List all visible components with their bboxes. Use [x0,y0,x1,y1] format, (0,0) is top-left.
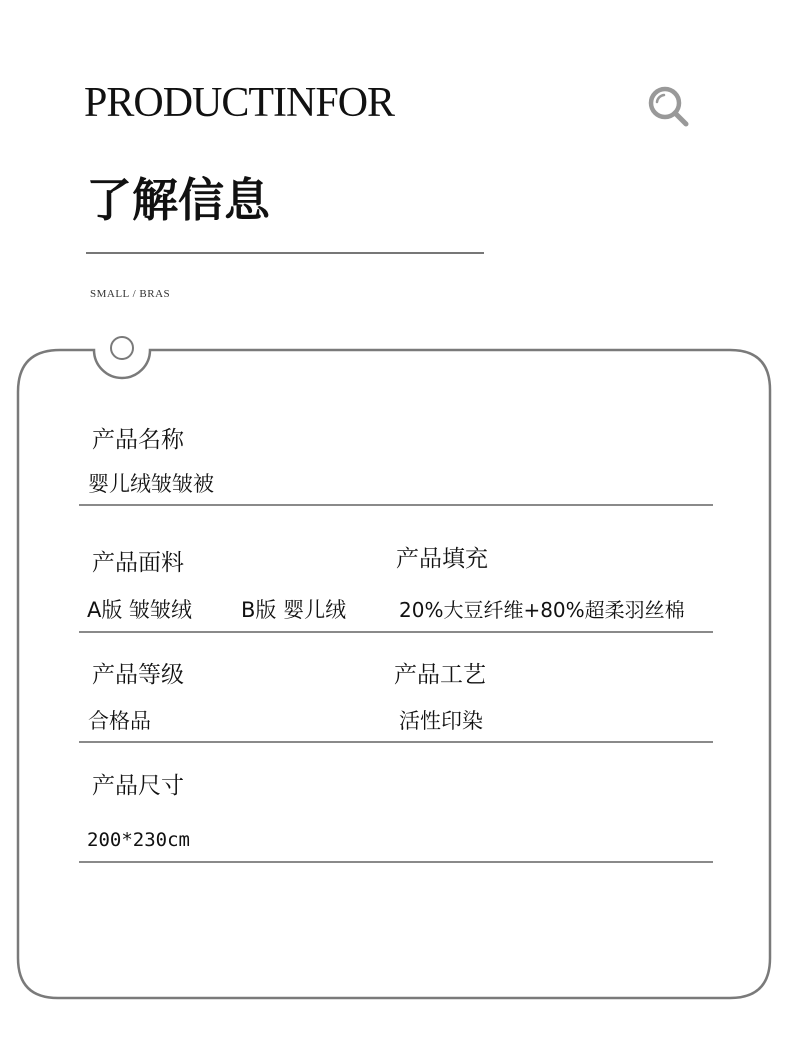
grade-label: 产品等级 [92,662,184,688]
fabric-value-b: B版 婴儿绒 [241,598,347,622]
row-divider [79,861,713,863]
fabric-label: 产品面料 [92,550,184,576]
product-name-value: 婴儿绒皱皱被 [88,472,214,496]
craft-label: 产品工艺 [394,662,486,688]
search-icon[interactable] [646,84,690,128]
grade-value: 合格品 [88,709,151,733]
filling-value: 20%大豆纤维+80%超柔羽丝棉 [399,598,685,622]
size-label: 产品尺寸 [92,773,184,799]
title-divider [86,252,484,254]
page-subtitle: SMALL / BRAS [90,288,171,300]
page-title-en: PRODUCTINFOR [84,80,395,126]
row-divider [79,741,713,743]
product-name-label: 产品名称 [92,427,184,453]
row-divider [79,504,713,506]
fabric-value-a: A版 皱皱绒 [87,598,193,622]
size-value: 200*230cm [87,829,190,851]
row-divider [79,631,713,633]
page-title-cn: 了解信息 [86,173,270,227]
craft-value: 活性印染 [399,709,483,733]
filling-label: 产品填充 [396,546,488,572]
